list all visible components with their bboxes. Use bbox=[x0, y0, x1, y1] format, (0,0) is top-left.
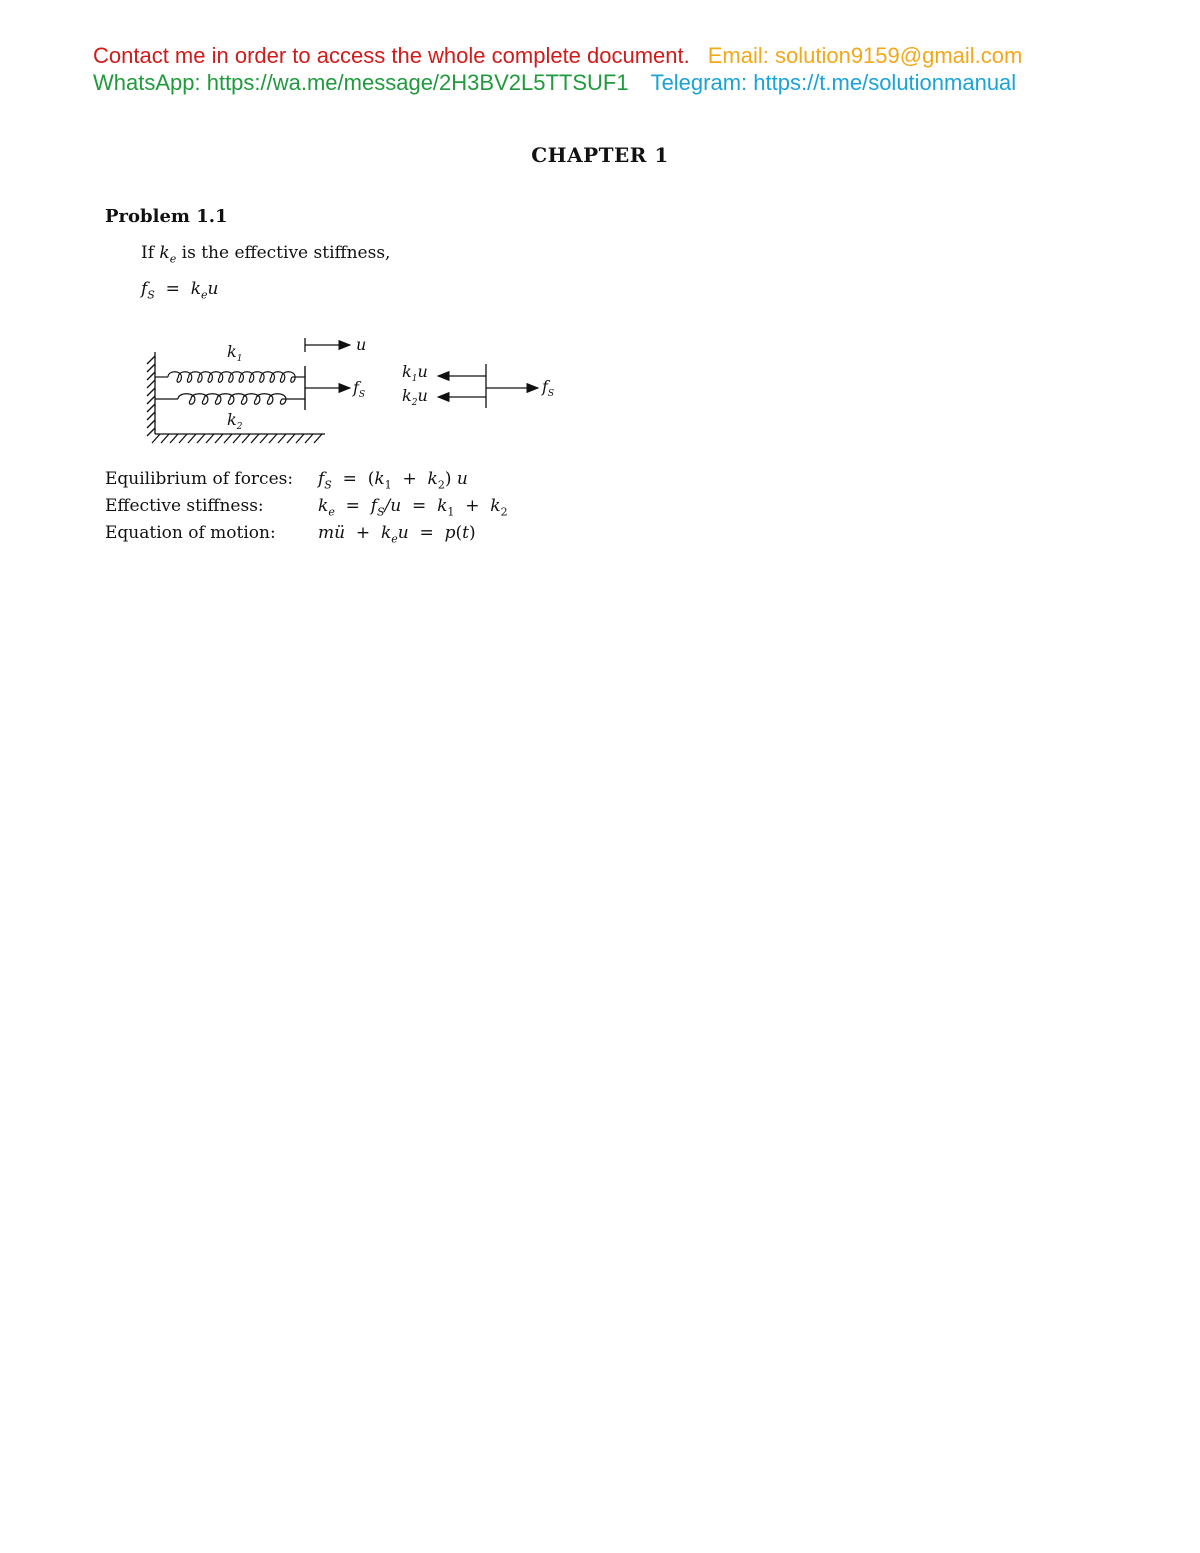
spring-k2 bbox=[155, 394, 305, 405]
label-k2u: $k_2u$ bbox=[402, 386, 428, 408]
equation-expression: mü + $k_eu = p(t)$ bbox=[318, 523, 476, 546]
free-body-diagram bbox=[438, 364, 538, 408]
equation-label: Effective stiffness: bbox=[105, 496, 264, 516]
equation-label: Equilibrium of forces: bbox=[105, 469, 294, 489]
label-fs-right: $f_S$ bbox=[542, 377, 555, 399]
equation-label: Equation of motion: bbox=[105, 523, 276, 543]
equation-expression: $f_S = (k_1 + k_2)$ u bbox=[318, 469, 468, 492]
equation-expression: $k_e = f_S/u = k_1 + k_2$ bbox=[318, 496, 508, 519]
label-k1u: $k_1u$ bbox=[402, 362, 428, 384]
label-k2: $k_2$ bbox=[227, 410, 243, 432]
telegram-link[interactable]: Telegram: https://t.me/solutionmanual bbox=[650, 70, 1017, 95]
whatsapp-link[interactable]: WhatsApp: https://wa.me/message/2H3BV2L5TTSUF1 bbox=[93, 70, 629, 95]
label-fs: $f_S$ bbox=[353, 378, 366, 400]
displacement-arrow bbox=[305, 338, 350, 352]
banner-line-2 bbox=[93, 70, 1016, 96]
email-link[interactable]: Email: solution9159@gmail.com bbox=[707, 43, 1023, 68]
intro-post: is the effective stiffness, bbox=[181, 243, 391, 263]
spring-k1 bbox=[155, 372, 305, 383]
chapter-title: CHAPTER 1 bbox=[531, 143, 669, 167]
banner-line-1 bbox=[93, 43, 1022, 69]
label-u: u bbox=[356, 335, 367, 354]
intro-line: If $k_e$ is the effective stiffness, bbox=[141, 243, 391, 266]
problem-heading: Problem 1.1 bbox=[105, 206, 228, 227]
spring-diagram bbox=[140, 330, 580, 450]
label-k1: $k_1$ bbox=[227, 342, 243, 364]
stiffness-equation: $f_S = k_eu$ bbox=[141, 279, 219, 302]
contact-text: Contact me in order to access the whole complete document. bbox=[93, 43, 690, 68]
intro-pre: If bbox=[141, 243, 155, 263]
